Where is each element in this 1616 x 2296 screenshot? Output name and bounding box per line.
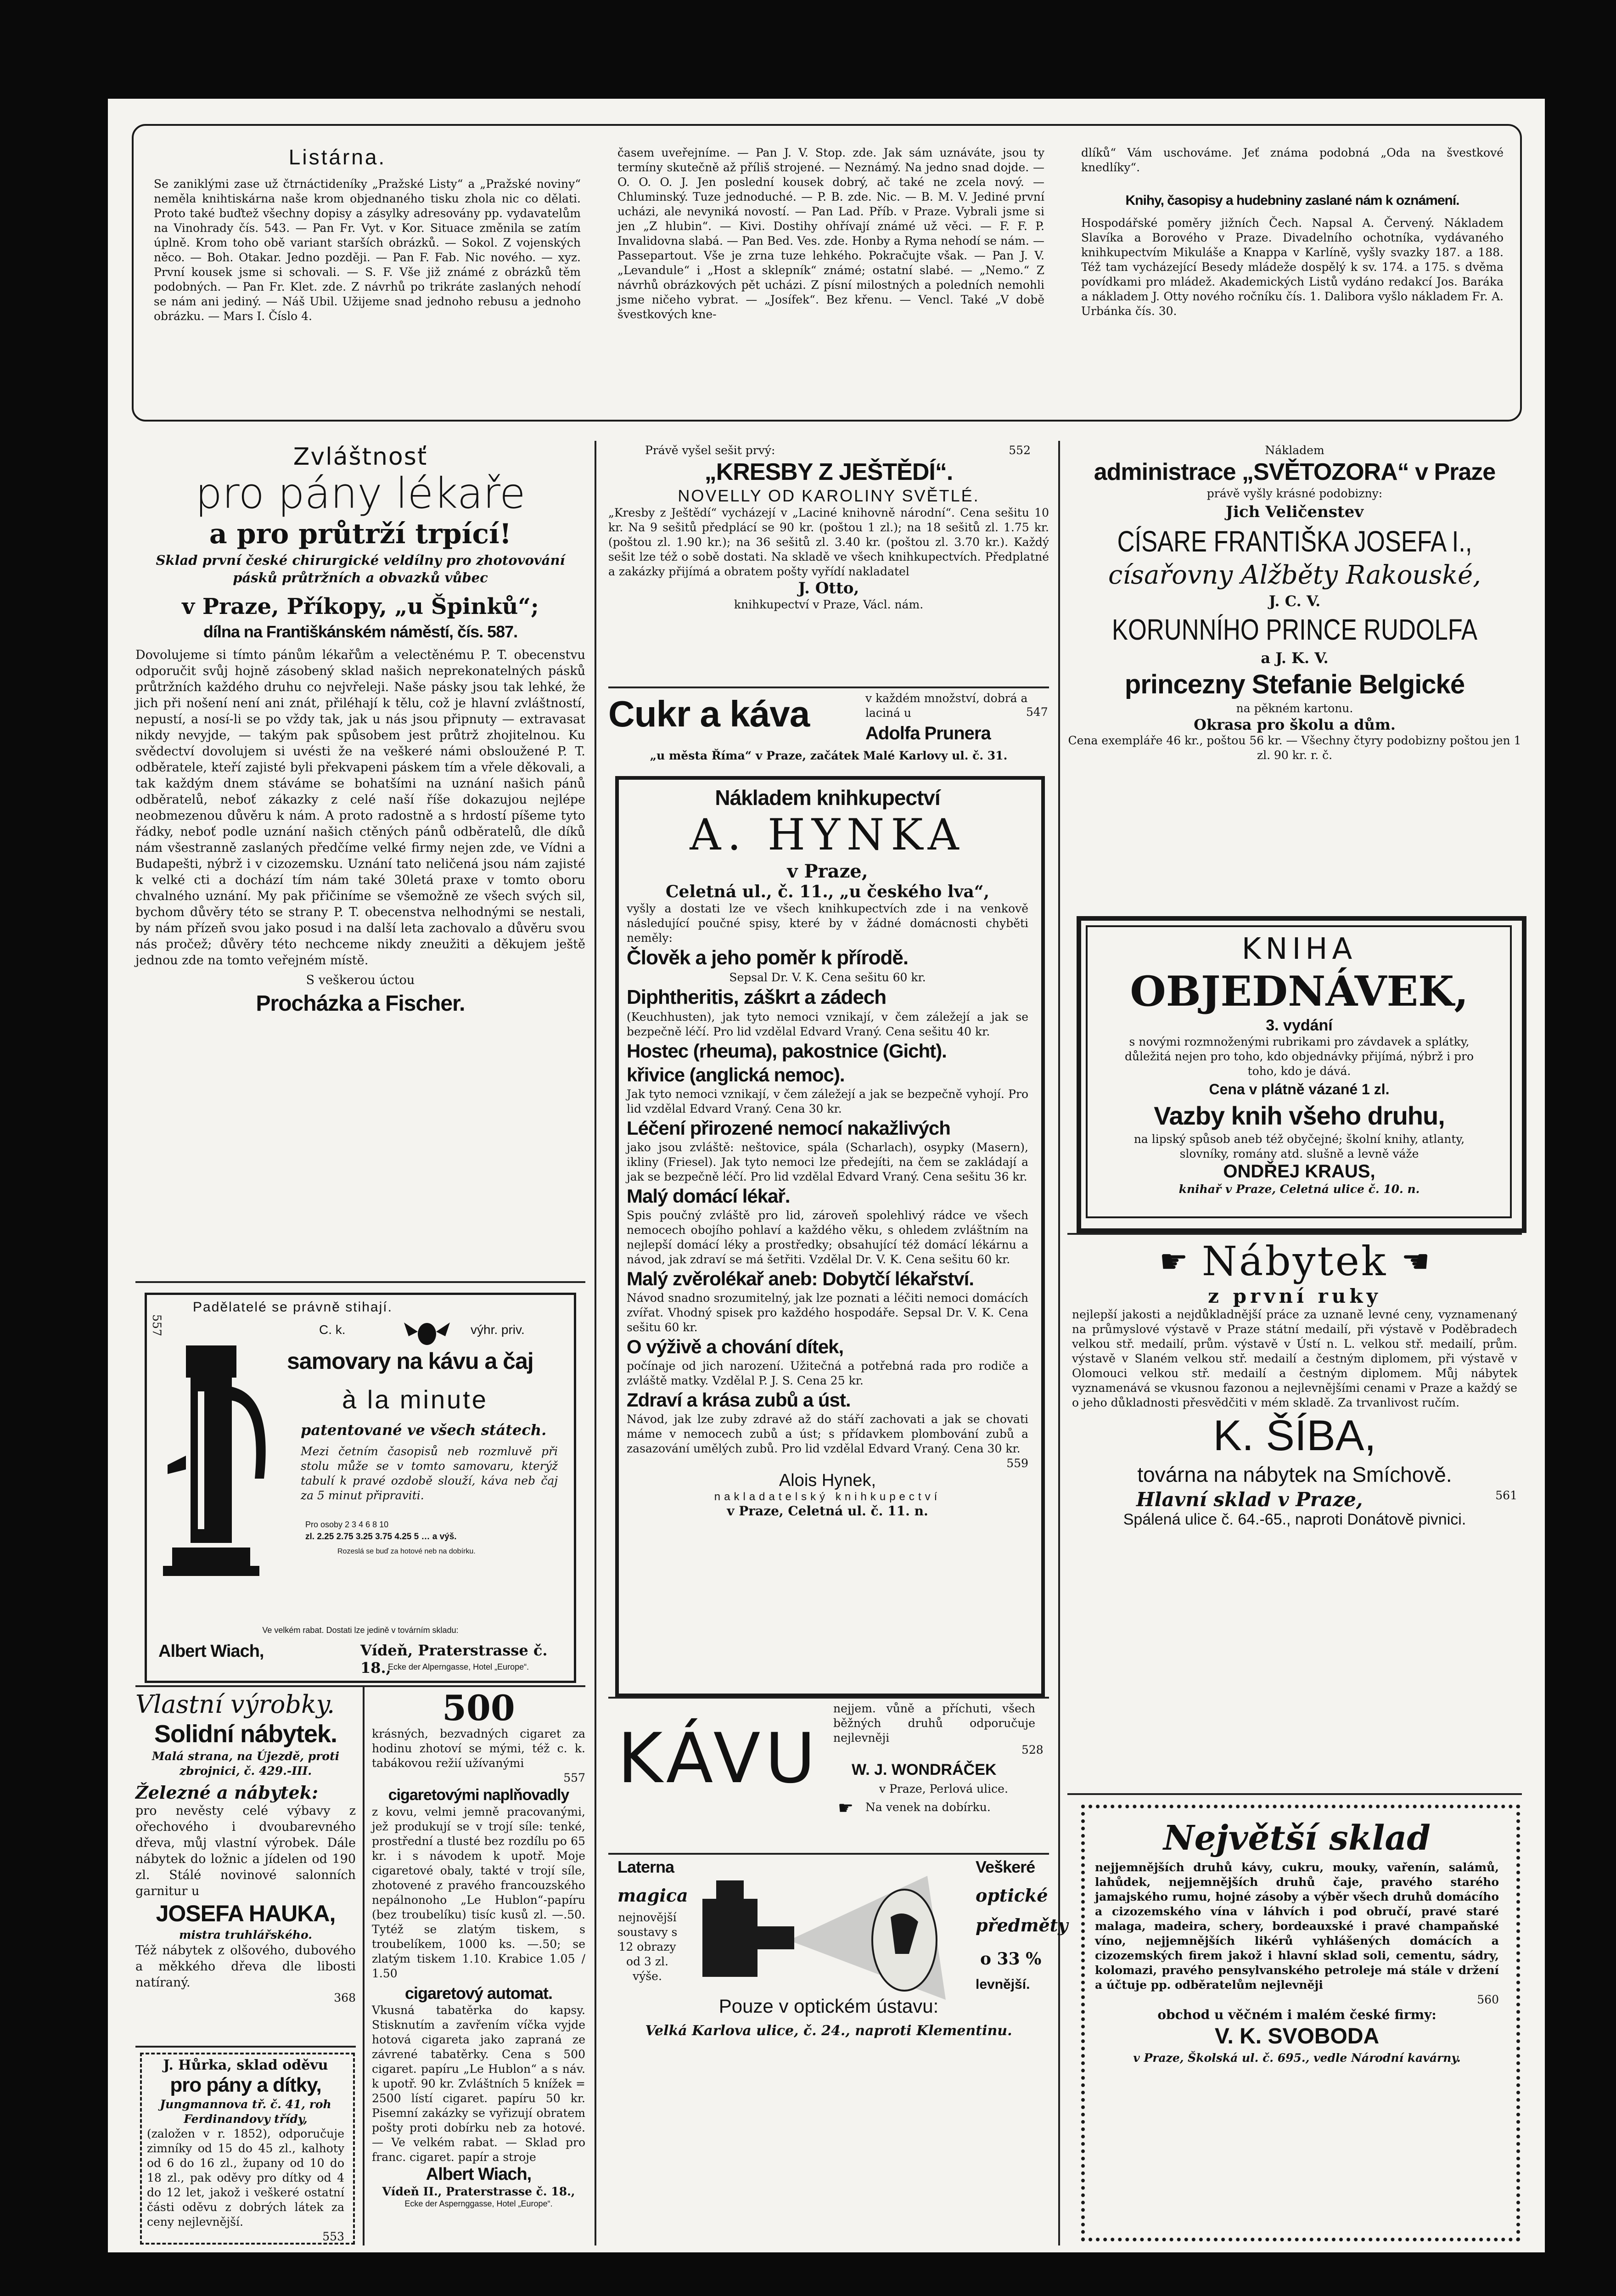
lekare-h1: Zvláštnosť [293, 443, 428, 471]
svetozor-h10: na pěkném kartonu. [1236, 702, 1353, 715]
column-rule-1 [595, 441, 596, 2245]
hauka-text: pro nevěsty celé výbavy z ořechového i dvoubarevného dřeva, můj vlastní výrobek. Dále nábytek do ložnic a jídelen od 190 zl. Stálé novinové salonních garnitur u [135, 1804, 356, 1898]
nabytek-ad [1067, 1238, 1522, 1529]
samovary-sig: Albert Wiach, [158, 1642, 264, 1661]
pointing-hand-icon: ☛ [1159, 1242, 1188, 1280]
samovary-table-row: zl. 2.25 2.75 3.25 3.75 4.25 5 … a výš. [305, 1532, 457, 1542]
svetozor-h2: právě vyšly krásné podobizny: [1206, 487, 1383, 500]
hurka-ad [147, 2057, 344, 2244]
kresby-sign: J. Otto, [798, 579, 859, 597]
kavu-name: W. J. WONDRÁČEK [852, 1761, 997, 1778]
hynek-b9t: Návod, jak lze zuby zdravé až do stáří zachovati a jak se chovati máme v nemocech zubů a úst; s přídavkem plombování zubů a zasazování umělých zubů. Pro lid vzdělal Edvard Vraný. Cena 30 kr. [627, 1412, 1028, 1455]
lekare-greet: S veškerou úctou [306, 973, 415, 987]
kniha-h4: Vazby knih všeho druhu, [1154, 1101, 1445, 1130]
cigarety-h3: cigaretový automat. [404, 1984, 553, 2003]
samovary-table-head: Pro osoby 2 3 4 6 8 10 [305, 1520, 389, 1529]
lekare-text: Dovolujeme si tímto pánům lékařům a velectěnému P. T. obecenstvu odporučit svůj hojně zásobený sklad našich neprekonatelných pásků průtržních každého druhu co nejvřeleji. Naše pásky jsou tak lehké, že jich při nošení není ani znát, přiléhají k tělu, což je hlavní zvláštností, nepustí, a nosí-li se po vždy tak, jak u nás jsou připnuty — extravasat nikdy nevyjde, — takým pak spůsobem jest průtrž zhojitelnou. Ku svědectví dovolujem si uvésti že na veškeré námi obsloužené P. T. odběratele, kteří zajisté byli překvapeni páskem tím a vřele děkovali, a tak každým dnem stáváme se bohatšími na uznání našich pánů odběratelů, neboť zákazky z celé naší říše dokazujou nejlépe neobmezenou důvěru k nám. A proto radostně a s hrdostí píšeme tyto řádky, neboť podle uznání našich ctěných pánů odběratelů, dle díků nám všestranně zaslaných předčíme velké firmy nejen zde, ve Vídni a Budapešti, nýbrž i v cizozemsku. Uznání tato neličená jsou nám zajisté k velké cti a dochází tím nám také 30letá praxe v tomto oboru chvalného uznání. My pak přičiníme se všemožně ze všech svých sil, bychom důvěry této se strany P. T. obecenstva nelhodnými se nestali, by nám přízeň svou jako posud i na další leta zachovalo a důvěru svou nás pročež; důvěry této nechceme nikdy zneužiti a děkujem ještě jednou zde na tomto veřejném místě. [135, 648, 585, 968]
hurka-h1: J. Hůrka, sklad oděvu [163, 2057, 328, 2073]
kavu-text: nejjem. vůně a příchuti, všech běžných druhů odporučuje nejlevněji [833, 1702, 1035, 1745]
hynek-h3: v Praze, [787, 861, 868, 882]
samovary-addr: Vídeň, Praterstrasse č. 18., [360, 1642, 548, 1677]
nabytek-num: 561 [1495, 1489, 1517, 1502]
svoboda-num: 560 [1477, 1993, 1499, 2006]
svetozor-top: Nákladem [1265, 444, 1324, 457]
hynek-num: 559 [1006, 1457, 1028, 1470]
cukr-name: Adolfa Prunera [865, 723, 991, 743]
svoboda-sign: V. K. SVOBODA [1214, 2024, 1380, 2048]
hurka-h3: Jungmannova tř. č. 41, roh Ferdinandovy třídy, [160, 2098, 331, 2126]
divider-vertical [363, 1685, 365, 2245]
samovary-ad [149, 1300, 567, 1676]
divider [1067, 1793, 1522, 1795]
kresby-sub: knihkupectví v Praze, Václ. nám. [734, 598, 924, 611]
svetozor-h9: princezny Stefanie Belgické [1124, 670, 1465, 699]
laterna-r3: předměty [976, 1915, 1068, 1936]
divider [135, 1685, 585, 1687]
kavu-ad [608, 1701, 1049, 1853]
kresby-num: 552 [1009, 444, 1031, 457]
cigarety-text: krásných, bezvadných cigaret za hodinu zhotoví se mými, též c. k. tabákovou režií užívanými [372, 1727, 585, 1770]
hauka-h2: Solidní nábytek. [154, 1720, 337, 1748]
hynek-intro: vyšly a dostati lze ve všech knihkupectvích zde i na venkově následující poučné spisy, které by v žádné domácnosti chyběti neměly: [627, 902, 1028, 945]
hynek-sign: Alois Hynek, [779, 1471, 876, 1490]
samovary-addr2: Ecke der Alperngasse, Hotel „Europe“. [388, 1662, 529, 1671]
column-rule-2 [1058, 441, 1060, 2245]
laterna-r2: optické [976, 1885, 1048, 1906]
samovary-line4: Mezi četním časopisů neb rozmluvě při stolu může se v tomto samovaru, kterýž tabulí k pravé ozdobě slouží, káva neb čaj za 5 minut připraviti. [301, 1445, 558, 1502]
cukr-ad [608, 691, 1049, 769]
listarna-col2: časem uveřejníme. — Pan J. V. Stop. zde. Jak sám uznáváte, jsou ty termíny skutečně až příliš strojené. — Neznámý. Na jedno snad dojde. — O. O. O. J. Jen poslední kousek dobrý, ač také ne zcela nový. — Chluminský. Tuze jednoduché. — P. B. zde. Nic. — B. M. V. Jediné první ucházi, ale nevyniká novostí. — Pan Lad. Příb. v Praze. Vybrali jsme si jen „Z hlubin“. — Kivi. Dostihy ohřívají známé už věci. — F. F. P. Invalidovna slabá. — Pan Bed. Ves. zde. Honby a Ryma nehodí se nám. — Passepartout. Vše je zrna tuze lehkého. Pokračujte však. — Pan J. V. „Levandule“ i „Host a sklepník“ známé; ostatní slabé. — „Nemo.“ Z návrhů obrázkových pět ucházi. Z písní milostných a poledních nemohli jsme ničeho vybrat. — „Josífek“. Bez křenu. — Vencl. Také „V době švestkových kne- [617, 146, 1044, 321]
hynek-h1: Nákladem knihkupectví [715, 786, 940, 810]
kniha-ad [1095, 932, 1504, 1197]
lekare-ad [135, 443, 585, 1016]
samovary-warn: Padělatelé se právně stihají. [193, 1300, 393, 1315]
svetozor-h8: a J. K. V. [1261, 649, 1329, 667]
hurka-num: 553 [322, 2230, 344, 2243]
laterna-l1: Laterna [617, 1857, 674, 1876]
hurka-h2: pro pány a dítky, [170, 2074, 321, 2096]
divider [608, 687, 1049, 688]
nabytek-sub: továrna na nábytek na Smíchově. [1137, 1463, 1452, 1486]
svoboda-addr: v Praze, Školská ul. č. 695., vedle Národní kavárny. [1133, 2051, 1461, 2065]
svoboda-ad [1095, 1816, 1499, 2065]
newspaper-page [108, 99, 1545, 2252]
svoboda-h1: Největší sklad [1163, 1818, 1431, 1858]
hynek-b8t: počínaje od jich narození. Užitečná a potřebná rada pro rodiče a zvláště matky. Vzdělal P. J. S. Cena 25 kr. [627, 1359, 1028, 1387]
hynek-b1t: Sepsal Dr. V. K. Cena sešitu 60 kr. [729, 971, 926, 984]
svetozor-h4: CÍSARE FRANTIŠKA JOSEFA I., [1117, 525, 1472, 558]
laterna-r5: levnější. [976, 1977, 1030, 1992]
listarna-col3b: Hospodářské poměry jižních Čech. Napsal A. Červený. Nákladem Slavíka a Borového v Praze. Divadelního ochotníka, vydávaného knihkupectvím Mikuláše a Knappa v Karlíně, vyšly svazky 187. a 188. Též tam vycházející Besedy mládeže dospělý k sv. 174. a 175. s dvěma povídkami pro mládež. Akademických Listů vydáno redakcí Jos. Baráka a nákladem J. Otty nového ročníku čís. 1. Dalibora vyšlo nákladem Fr. A. Urbánka čís. 30. [1081, 216, 1504, 318]
cukr-num: 547 [1026, 705, 1048, 719]
hurka-text: (založen v r. 1852), odporučuje zimníky od 15 do 45 zl., kalhoty od 6 do 16 zl., župany od 10 do 18 zl., pak oděvy pro dítky od 4 do 12 let, jakož i veškeré ostatní části oděvu z dobrých látek za ceny nejlevnější. [147, 2127, 344, 2228]
nabytek-addr: Spálená ulice č. 64.-65., naproti Donátově pivnici. [1123, 1511, 1466, 1528]
svetozor-text: Cena exempláře 46 kr., poštou 56 kr. — Všechny čtyry podobizny poštou jen 1 zl. 90 kr. r. č. [1068, 734, 1521, 762]
nabytek-sub2: Hlavní sklad v Praze, [1136, 1488, 1363, 1511]
hynek-ad [627, 785, 1028, 1519]
kavu-num: 528 [1021, 1743, 1044, 1756]
svetozor-h6: J. C. V. [1268, 592, 1321, 610]
samovar-illustration [158, 1318, 278, 1612]
kniha-price: Cena v plátně vázané 1 zl. [1209, 1081, 1390, 1097]
hauka-ad [135, 1690, 356, 2005]
hauka-sub: mistra truhlářského. [179, 1928, 312, 1941]
lekare-h5: v Praze, Příkopy, „u Špinků“; [182, 594, 539, 619]
kavu-tail: Na venek na dobírku. [865, 1801, 991, 1814]
hynek-b6t: Spis poučný zvláště pro lid, zároveň spolehlivý rádce ve všech nemocech obojího pohlaví a každého věku, s ohledem zvláštním na nejlepší domácí léky a prostředky; obsahující též domácí lékárnu a návod, jak zdraví se má šetřiti. Vzdělal Dr. V. K. Cena sešitu 60 kr. [627, 1209, 1028, 1266]
kniha-h1: KNIHA [1241, 932, 1357, 966]
lekare-h4: Sklad první české chirurgické veldílny pro zhotovování pásků průtržních a obvazků vůbec [156, 552, 565, 585]
divider [608, 1853, 1049, 1855]
nabytek-h1: Nábytek [1201, 1238, 1388, 1285]
cigarety-h2: cigaretovými naplňovadly [388, 1786, 569, 1804]
nabytek-heading-row [1067, 1238, 1522, 1285]
laterna-bottom: Pouze v optickém ústavu: [718, 1995, 939, 2017]
kavu-h1: KÁVU [617, 1719, 820, 1799]
laterna-ad [608, 1857, 1068, 2243]
cigarety-addr: Vídeň II., Praterstrasse č. 18., [382, 2185, 575, 2198]
svetozor-h3: Jich Veličenstev [1225, 503, 1364, 521]
hynek-h2: A. HYNKA [690, 810, 965, 860]
hynek-b5t: jako jsou zvláště: neštovice, spála (Scharlach), osypky (Masern), ikliny (Friesel). Jak tyto nemoci lze předejíti, na čem se zakládají a jak se bezpečně léčí. Pro lid vzdělal Edvard Vraný. Cena sešitu 36 kr. [627, 1141, 1028, 1183]
cukr-mid: v každém množství, dobrá a laciná u [865, 692, 1028, 720]
lekare-h3: a pro průtrží trpící! [209, 518, 512, 550]
svetozor-h7: KORUNNÍHO PRINCE RUDOLFA [1111, 613, 1478, 646]
lekare-h6: dílna na Františkánském náměstí, čís. 587. [203, 622, 518, 641]
nabytek-h2: z první ruky [1208, 1285, 1381, 1307]
svoboda-text: nejjemnějších druhů kávy, cukru, mouky, vařenín, salámů, lahůdek, nejjemnějších druhů čaje, pravého starého jamajského rumu, hojné zásoby a výběr všech druhů domácího a cizozemského vína v láhvích i pod obručí, pravé staré malaga, madeira, schery, bordeauxské i pravé champaňské víno, nejjemnějších likérů vyhlášených domácích a cizozemských firem jakož i hlavní sklad soli, cementu, sádry, kolomazi, pravého pensylvanského petroleje má stále v držení a účtuje pp. odběratelům nejlevněji [1095, 1861, 1499, 1992]
nabytek-sign: K. ŠÍBA, [1213, 1411, 1376, 1459]
kresby-top: Právě vyšel sešit prvý: [645, 444, 775, 457]
samovary-note2: Ve velkém rabat. Dostati lze jedině v továrním skladu: [262, 1626, 459, 1635]
lekare-sign: Procházka a Fischer. [256, 991, 465, 1016]
kniha-h3: 3. vydání [1266, 1017, 1333, 1034]
cigarety-text2: z kovu, velmi jemně pracovanými, jež produkují se v trojí síle: tenké, prostřední a tlusté bez rozdílu po 65 kr. i s návodem k upotř. Moje cigaretové obaly, takté v trojí síle, zhotovené z pravého francouzského nepálnonoho „Le Hublon“-papíru (bez troubelíku) tisíc kusů zl. —.50. Tytéž se zlatým tiskem, s troubelíkem, 1000 ks. —.50; se zlatým tiskem 1.10. Krabice 1.05 / 1.50 [372, 1805, 585, 1980]
divider [135, 2046, 356, 2048]
lekare-h2: pro pány lékaře [195, 469, 526, 518]
cukr-addr: „u města Říma“ v Praze, začátek Malé Karlovy ul. č. 31. [650, 749, 1008, 762]
kniha-sign: ONDŘEJ KRAUS, [1223, 1161, 1375, 1182]
listarna-title: Listárna. [288, 145, 387, 169]
hynek-b8: O výživě a chování dítek, [627, 1336, 844, 1357]
hynek-b4t: Jak tyto nemoci vznikají, v čem záležejí a jak se bezpečně vyhojí. Pro lid vzdělal Edvard Vraný. Cena 30 kr. [627, 1087, 1028, 1115]
laterna-r1: Veškeré [976, 1857, 1035, 1876]
kresby-h1: „KRESBY Z JEŠTĚDÍ“. [704, 459, 953, 485]
samovary-line3: patentované ve všech státech. [301, 1421, 547, 1439]
hauka-text2: Též nábytek z olšového, dubového a měkkého dřeva dle libosti natíraný. [135, 1943, 356, 1990]
samovary-num: 557 [150, 1314, 163, 1336]
divider [135, 1281, 585, 1283]
pointing-hand-icon: ☛ [838, 1798, 854, 1818]
laterna-addr: Velká Karlova ulice, č. 24., naproti Klementinu. [645, 2023, 1012, 2039]
hynek-b1: Člověk a jeho poměr k přírodě. [627, 946, 909, 969]
hynek-b4: křivice (anglická nemoc). [627, 1064, 845, 1086]
hauka-h4: Železné a nábytek: [135, 1782, 318, 1803]
hynek-b9: Zdraví a krása zubů a úst. [627, 1389, 851, 1411]
cukr-h1: Cukr a káva [608, 693, 810, 734]
laterna-l2: magica [617, 1885, 688, 1906]
hynek-b3: Hostec (rheuma), pakostnice (Gicht). [627, 1040, 947, 1062]
svetozor-h1: administrace „SVĚTOZORA“ v Praze [1094, 459, 1496, 485]
hynek-b2: Diphtheritis, záškrt a zádech [627, 986, 887, 1008]
kniha-text2: na lipský spůsob aneb též obyčejné; školní knihy, atlanty, slovníky, romány atd. slušně a levně váže [1133, 1132, 1465, 1160]
kniha-sub: knihař v Praze, Celetná ulice č. 10. n. [1178, 1182, 1420, 1196]
divider [608, 1697, 1049, 1699]
hynek-sub: nakladatelský knihkupectví [714, 1491, 941, 1503]
hynek-b2t: (Keuchhusten), jak tyto nemoci vznikají, v čem záležejí a jak se bezpečně léčí. Pro lid vzdělal Edvard Vraný. Cena sešitu 40 kr. [627, 1010, 1028, 1038]
pointing-hand-left-icon: ☚ [1401, 1242, 1430, 1280]
kresby-h2: NOVELLY OD KAROLINY SVĚTLÉ. [678, 486, 980, 505]
listarna-col3a: dlíků“ Vám uschováme. Jeť známa podobná „Oda na švestkové knedlíky“. [1081, 146, 1504, 174]
cigarety-num: 557 [563, 1771, 585, 1784]
svoboda-h2: obchod u věčném i malém české firmy: [1157, 2007, 1436, 2022]
hynek-h4: Celetná ul., č. 11., „u českého lva“, [665, 882, 990, 901]
cigarety-text3: Vkusná tabatěrka do kapsy. Stisknutím a zavřením víčka vyjde hotová cigareta jako zapraná ze závrené tabatěrky. Cena s 500 cigaret. papíru „Le Hublon“ a s náv. k upotř. 90 kr. Zvláštních 5 knížek = 2500 lístí cigaret. papíru 50 kr. Pisemní zakázky se vyřizují obratem pošty proti dobírku neb za hotové. — Ve velkém rabat. — Sklad pro franc. cigaret. papír a stroje [372, 2003, 585, 2164]
hauka-sign: JOSEFA HAUKA, [156, 1901, 336, 1926]
divider [1067, 1233, 1522, 1235]
nabytek-text: nejlepší jakosti a nejdůkladnější práce za uznaně levné ceny, vyznamenaný na průmyslové výstavě v Praze státní medailí, při výstavě v Poděbradech velkou stř. medailí, prům. výstavě v Ústí n. L. velkou stř. medailí, prům. výstavě v Slaném velkou stř. medailí a čestným diplomem, při výstavě v Olomouci velkou stř. medailí a čestným diplomem. Můj nábytek vyznamenává se vkusnou fazonou a nejlevnějšími cenami v Praze a každý se o jeho důkladnosti přesvědčiti v mém skladě. Za trvanlivost ručím. [1072, 1308, 1517, 1409]
cigarety-sign: Albert Wiach, [426, 2165, 532, 2184]
listarna-col1: Se zaniklými zase už čtrnáctideníky „Pražské Listy“ a „Pražské noviny“ neměla knihtiskárna naše krom objednaného tisku zhola nic co dělati. Proto také buďtež všechny dopisy a zásylky adresovány pp. vydavatelům na Vinohrady čís. 543. — Pan Fr. Vyt. v Kor. Situace změnila se zatím úplně. Krom toho obě variant starších obrázků. — Sokol. Z vojenských něco. — Boh. Otakar. Jedno později. — Pan F. Fab. Nic nového. — xyz. První kousek jsme si schovali. — S. F. Vše již známé z obrázků těm podobných. — Pan Fr. Klet. zde. Z návrhů po trikráte zaslaných nehodí se nám ani jediný. — Náš Ubil. Užijeme snad jednoho rebusu a jednoho obrázku. — Mars I. Číslo 4. [154, 177, 581, 323]
kavu-addr: v Praze, Perlová ulice. [879, 1782, 1008, 1795]
samovary-ck: C. k. [319, 1322, 346, 1337]
samovary-note1: Rozeslá se buď za hotové neb na dobírku. [337, 1548, 476, 1555]
listarna-books-heading: Knihy, časopisy a hudebniny zaslané nám k oznámení. [1125, 193, 1459, 208]
hynek-b6: Malý domácí lékař. [627, 1185, 790, 1207]
hauka-num: 368 [334, 1991, 356, 2004]
svetozor-ad [1067, 443, 1522, 763]
hynek-addr: v Praze, Celetná ul. č. 11. n. [727, 1503, 928, 1519]
hauka-h1: Vlastní výrobky. [135, 1690, 335, 1719]
magic-lantern-icon [689, 1862, 964, 2009]
hauka-h3: Malá strana, na Újezdě, proti zbrojnici, č. 429.-III. [152, 1750, 340, 1778]
samovary-line2: à la minute [342, 1385, 488, 1414]
samovary-vyhr: výhr. priv. [471, 1322, 525, 1337]
cigarety-ad [372, 1690, 585, 2209]
cigarety-h1: 500 [442, 1688, 515, 1728]
hynek-b7t: Návod snadno srozumitelný, jak lze poznati a léčiti nemoci domácích zvířat. Vhodný spisek pro každého hospodáře. Sepsal Dr. V. K. Cena sešitu 60 kr. [627, 1291, 1028, 1334]
laterna-l3: nejnovější soustavy s 12 obrazy od 3 zl. výše. [617, 1911, 678, 1983]
svetozor-h11: Okrasa pro školu a dům. [1194, 716, 1396, 733]
kresby-ad [608, 443, 1049, 612]
eagle-emblem-icon [402, 1318, 452, 1350]
hynek-b5: Léčení přirozené nemocí nakažlivých [627, 1117, 950, 1139]
kniha-h2: OBJEDNÁVEK, [1130, 967, 1469, 1016]
laterna-r4: o 33 % [980, 1949, 1042, 1969]
kniha-text: s novými rozmnoženými rubrikami pro závdavek a splátky, důležitá nejen pro toho, kdo objednávky přijímá, nýbrž i pro toho, kdo je dává. [1124, 1035, 1474, 1078]
hynek-b7: Malý zvěrolékař aneb: Dobytčí lékařství. [627, 1268, 974, 1289]
kresby-text: „Kresby z Ještědí“ vycházejí v „Laciné knihovně národní“. Cena sešitu 10 kr. Na 9 sešitů předplácí se 90 kr. (poštou 1 zl.); na 18 sešitů zl. 1.75 kr. (poštou zl. 1.90 kr.); na 36 sešitů zl. 3.40 kr. (poštou zl. 3.70 kr.). Každý sešit lze též o sobě dostati. Na skladě ve všech knihkupectvích. Předplatné a zakázky přijímá a obratem pošty vyřídí nakladatel [608, 506, 1049, 578]
cigarety-addr2: Ecke der Aspernggasse, Hotel „Europe“. [404, 2199, 553, 2208]
samovary-line1: samovary na kávu a čaj [287, 1348, 533, 1374]
svetozor-h5: císařovny Alžběty Rakouské, [1108, 560, 1481, 590]
